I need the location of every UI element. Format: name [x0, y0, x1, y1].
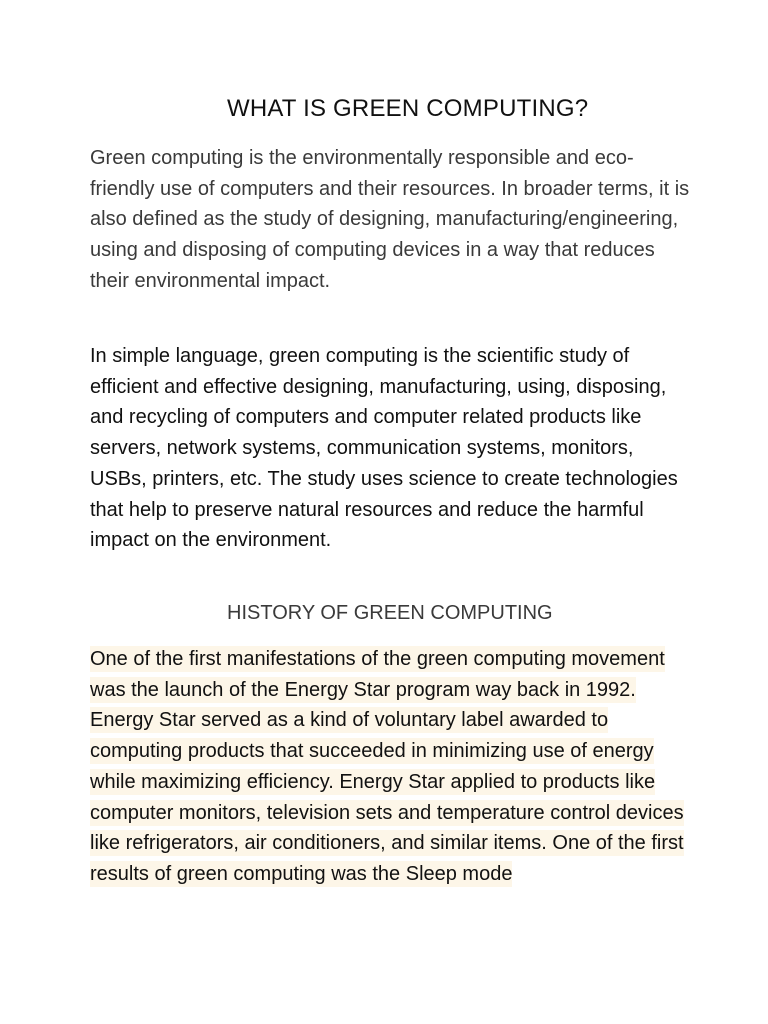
page-title: WHAT IS GREEN COMPUTING? [227, 95, 589, 122]
history-paragraph [90, 644, 690, 890]
highlighted-text: One of the first manifestations of the green computing movement was the launch of the Energy Star program way back in 1992. Energy Star served as a kind of voluntary label awarded to computing products that succeeded in minimizing use of energy while maximizing efficiency. Energy Star applied to products like computer monitors, television sets and temperature control devices like refrigerators, air conditioners, and similar items. One of the first results of green computing was the Sleep mode [90, 648, 684, 885]
simple-language-paragraph: In simple language, green computing is the scientific study of efficient and effective designing, manufacturing, using, disposing, and recycling of computers and computer related products like servers, network systems, communication systems, monitors, USBs, printers, etc. The study uses science to create technologies that help to preserve natural resources and reduce the harmful impact on the environment. [90, 345, 678, 552]
intro-paragraph: Green computing is the environmentally responsible and eco-friendly use of computers and their resources. In broader terms, it is also defined as the study of designing, manufacturing/engineering, using and disposing of computing devices in a way that reduces their environmental impact. [90, 147, 690, 292]
section-heading-history: HISTORY OF GREEN COMPUTING [227, 602, 553, 624]
